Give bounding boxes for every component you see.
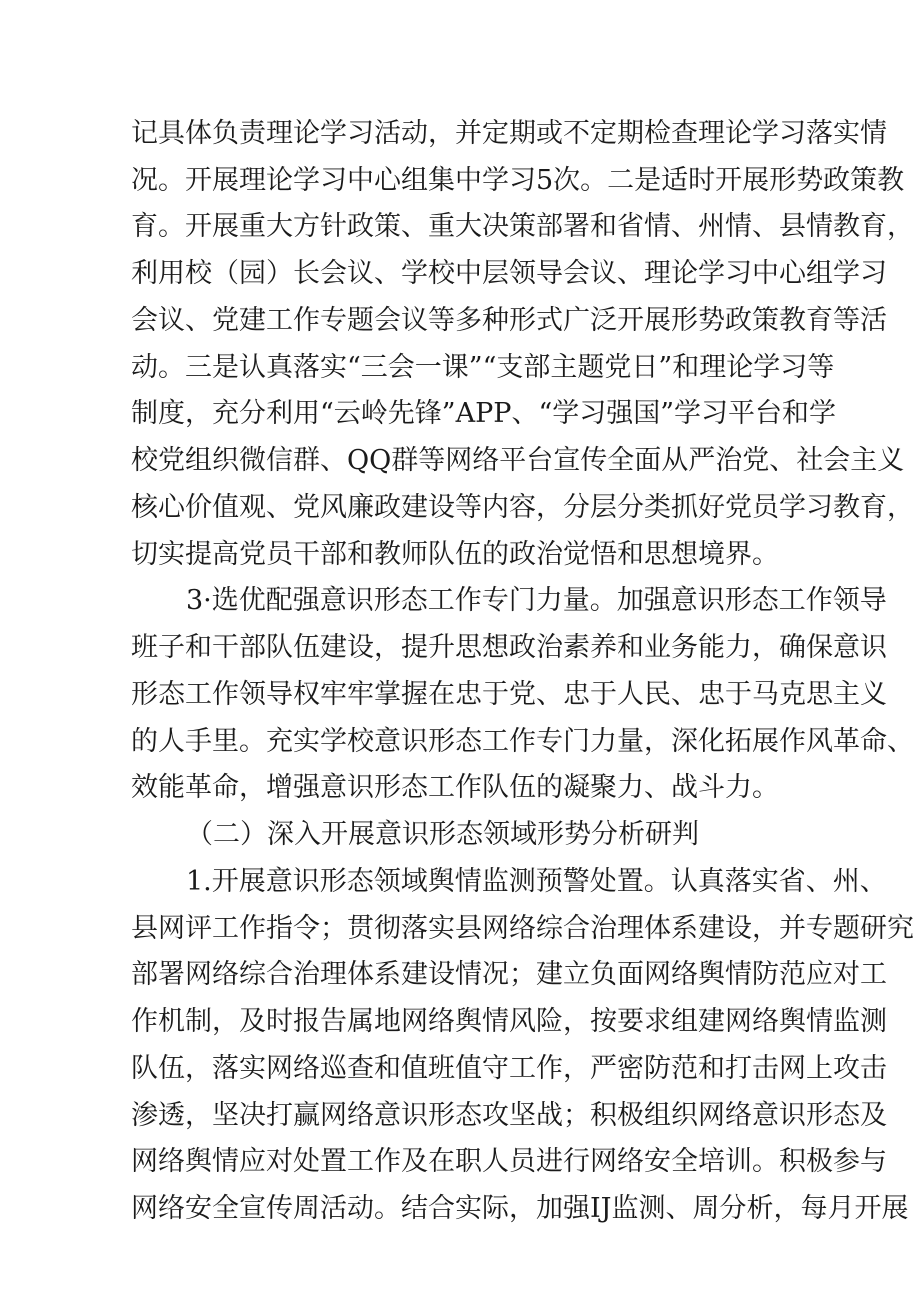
text-line: 县网评工作指令；贯彻落实县网络综合治理体系建设，并专题研究: [131, 913, 914, 944]
text-line: 制度，充分利用“云岭先锋”APP、“学习强国”学习平台和学: [131, 398, 837, 429]
text-line: 3·选优配强意识形态工作专门力量。加强意识形态工作领导: [186, 585, 887, 616]
text-line: 作机制，及时报告属地网络舆情风险，按要求组建网络舆情监测: [131, 1006, 887, 1037]
text-line: 利用校（园）长会议、学校中层领导会议、理论学习中心组学习: [131, 258, 887, 289]
text-line: 切实提高党员干部和教师队伍的政治觉悟和思想境界。: [131, 539, 779, 570]
text-line: 的人手里。充实学校意识形态工作专门力量，深化拓展作风革命、: [131, 726, 914, 757]
text-line: 会议、党建工作专题会议等多种形式广泛开展形势政策教育等活: [131, 305, 887, 336]
text-line: 网络安全宣传周活动。结合实际，加强IJ监测、周分析，每月开展: [131, 1193, 909, 1224]
text-line: 效能革命，增强意识形态工作队伍的凝聚力、战斗力。: [131, 772, 779, 803]
text-line: 班子和干部队伍建设，提升思想政治素养和业务能力，确保意识: [131, 632, 887, 663]
text-line: 部署网络综合治理体系建设情况；建立负面网络舆情防范应对工: [131, 959, 887, 990]
text-line: 动。三是认真落实“三会一课”“支部主题党日”和理论学习等: [131, 352, 835, 383]
text-line: 网络舆情应对处置工作及在职人员进行网络安全培训。积极参与: [131, 1146, 887, 1177]
text-line: 校党组织微信群、QQ群等网络平台宣传全面从严治党、社会主义: [131, 445, 905, 476]
text-line: 核心价值观、党风廉政建设等内容，分层分类抓好党员学习教育，: [131, 492, 914, 523]
text-line: 育。开展重大方针政策、重大决策部署和省情、州情、县情教育，: [131, 211, 914, 242]
text-line: 况。开展理论学习中心组集中学习5次。二是适时开展形势政策教: [131, 165, 905, 196]
text-line: 1.开展意识形态领域舆情监测预警处置。认真落实省、州、: [186, 866, 887, 897]
text-line: 渗透，坚决打赢网络意识形态攻坚战；积极组织网络意识形态及: [131, 1100, 887, 1131]
text-line: 记具体负责理论学习活动，并定期或不定期检查理论学习落实情: [131, 118, 887, 149]
text-line: 队伍，落实网络巡查和值班值守工作，严密防范和打击网上攻击: [131, 1053, 887, 1084]
section-heading: （二）深入开展意识形态领域形势分析研判: [186, 819, 699, 850]
text-line: 形态工作领导权牢牢掌握在忠于党、忠于人民、忠于马克思主义: [131, 679, 887, 710]
